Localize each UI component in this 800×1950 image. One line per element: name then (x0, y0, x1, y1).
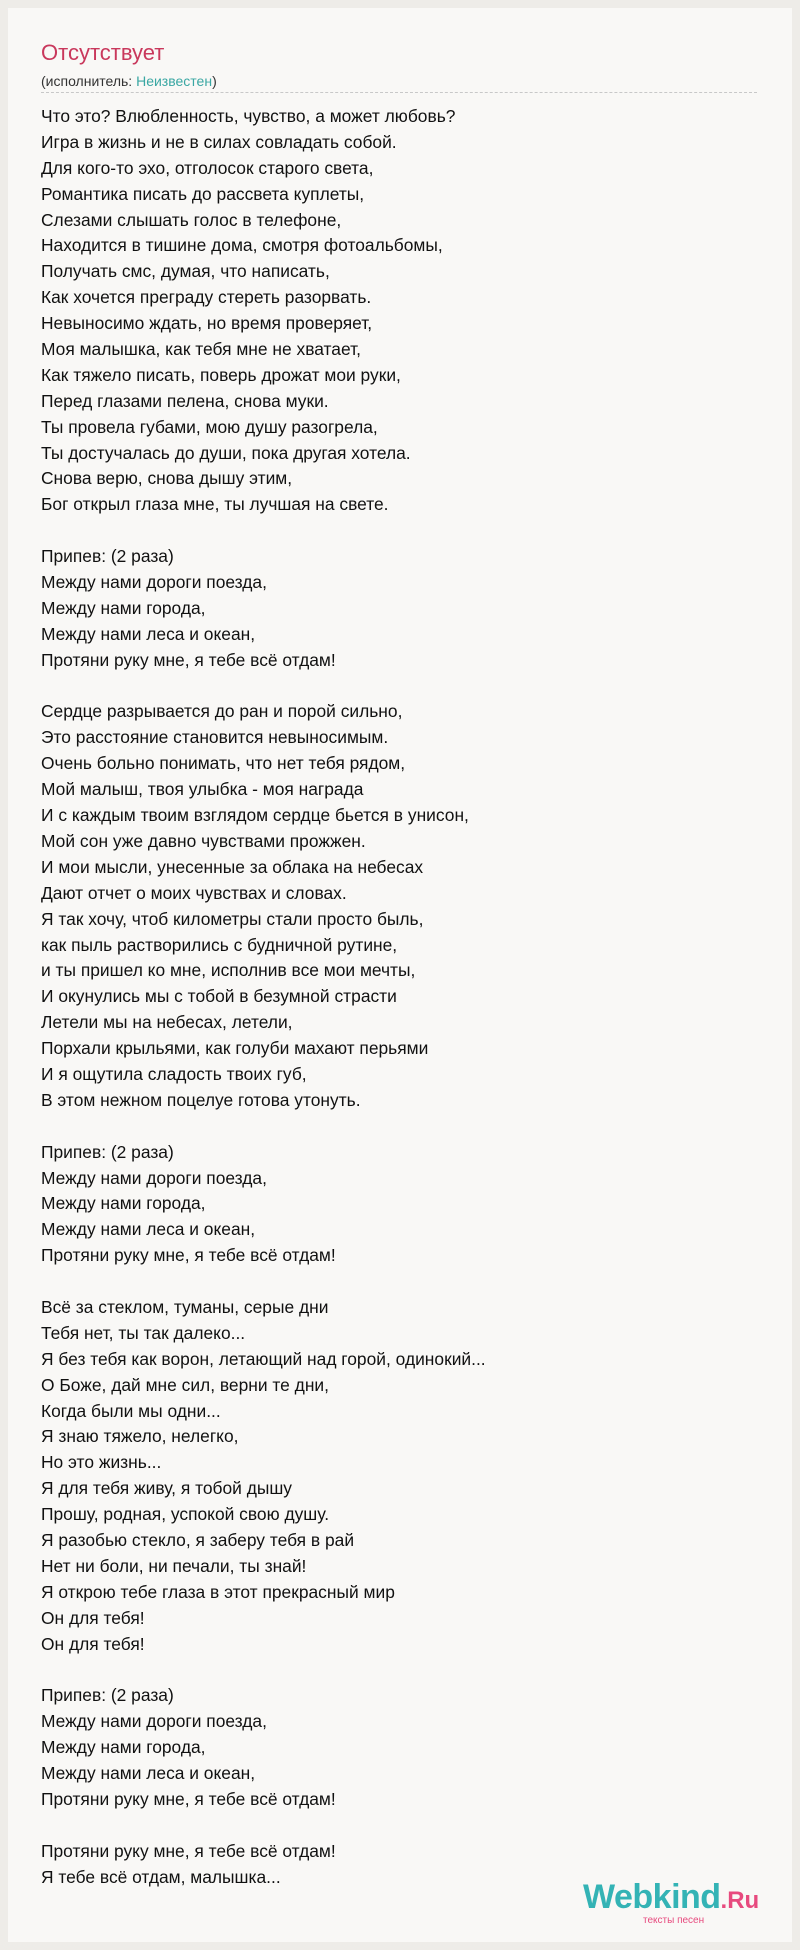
lyrics-body (41, 104, 741, 1890)
lyric-line: как пыль растворились с будничной рутине, (41, 934, 398, 955)
lyric-line: Бог открыл глаза мне, ты лучшая на свете. (41, 494, 389, 515)
lyric-line: Находится в тишине дома, смотря фотоальбомы, (41, 235, 443, 256)
stanza-break (41, 518, 741, 544)
lyric-line: Всё за стеклом, туманы, серые дни (41, 1296, 329, 1317)
lyric-line: Между нами дороги поезда, (41, 1167, 267, 1188)
lyric-line: Между нами города, (41, 597, 206, 618)
lyric-line: Между нами леса и океан, (41, 1763, 256, 1783)
lyric-line: Он для тебя! (41, 1633, 145, 1654)
stanza-break (41, 1269, 741, 1295)
lyric-line: Это расстояние становится невыносимым. (41, 727, 389, 748)
lyric-line: И окунулись мы с тобой в безумной страсти (41, 986, 397, 1007)
lyric-line: Между нами города, (41, 1737, 206, 1758)
lyric-line: Мой сон уже давно чувствами прожжен. (41, 830, 366, 851)
lyric-line: Я без тебя как ворон, летающий над горой, одинокий... (41, 1348, 486, 1369)
lyric-line: Я для тебя живу, я тобой дышу (41, 1478, 292, 1499)
logo-tld: .Ru (720, 1887, 760, 1914)
lyric-line: Протяни руку мне, я тебе всё отдам! (41, 649, 336, 670)
divider (41, 92, 757, 93)
logo-wordmark (583, 1880, 759, 1914)
lyric-line: Но это жизнь... (41, 1452, 162, 1473)
lyric-line: Я так хочу, чтоб километры стали просто быль, (41, 908, 424, 929)
lyric-line: Протяни руку мне, я тебе всё отдам! (41, 1788, 336, 1809)
lyric-line: Между нами дороги поезда, (41, 572, 267, 593)
lyric-line: И с каждым твоим взглядом сердце бьется в унисон, (41, 805, 469, 826)
lyric-line: Моя малышка, как тебя мне не хватает, (41, 339, 361, 360)
lyric-line: Для кого-то эхо, отголосок старого света, (41, 157, 374, 178)
artist-prefix: (исполнитель: (41, 73, 137, 89)
lyric-line: Когда были мы одни... (41, 1400, 221, 1421)
lyric-line: Игра в жизнь и не в силах совладать собой. (41, 131, 397, 152)
lyric-line: Я открою тебе глаза в этот прекрасный мир (41, 1581, 395, 1602)
lyric-line: Между нами леса и океан, (41, 1219, 256, 1240)
lyric-line: В этом нежном поцелуе готова утонуть. (41, 1089, 361, 1110)
lyric-line: Сердце разрывается до ран и порой сильно, (41, 701, 403, 722)
lyric-line: Ты достучалась до души, пока другая хотела. (41, 442, 411, 463)
lyric-line: Перед глазами пелена, снова муки. (41, 390, 329, 411)
lyric-line: Припев: (2 раза) (41, 1685, 174, 1706)
lyric-line: Как тяжело писать, поверь дрожат мои руки, (41, 364, 401, 385)
lyric-line: Протяни руку мне, я тебе всё отдам! (41, 1840, 336, 1861)
stanza-break (41, 674, 741, 700)
lyric-line: Что это? Влюбленность, чувство, а может любовь? (41, 106, 456, 126)
lyric-line: Я разобью стекло, я заберу тебя в рай (41, 1529, 355, 1550)
site-logo[interactable] (583, 1880, 773, 1930)
lyric-line: Он для тебя! (41, 1607, 145, 1628)
lyric-line: Припев: (2 раза) (41, 546, 174, 567)
lyric-line: Между нами дороги поезда, (41, 1711, 267, 1732)
lyric-line: Романтика писать до рассвета куплеты, (41, 183, 365, 204)
lyric-line: Я знаю тяжело, нелегко, (41, 1426, 239, 1447)
lyric-line: Протяни руку мне, я тебе всё отдам! (41, 1245, 336, 1266)
artist-link[interactable]: Неизвестен (136, 73, 213, 89)
artist-line (41, 73, 217, 90)
lyric-line: Как хочется преграду стереть разорвать. (41, 287, 372, 308)
lyric-line: Я тебе всё отдам, малышка... (41, 1866, 281, 1887)
stanza-break (41, 1813, 741, 1839)
logo-tagline: тексты песен (643, 1915, 705, 1926)
lyric-line: Порхали крыльями, как голуби махают перьями (41, 1038, 429, 1059)
artist-suffix: ) (212, 73, 217, 89)
lyric-line: Дают отчет о моих чувствах и словах. (41, 882, 347, 903)
lyric-line: Получать смс, думая, что написать, (41, 261, 330, 282)
lyric-line: Слезами слышать голос в телефоне, (41, 209, 342, 230)
lyric-line: Ты провела губами, мою душу разогрела, (41, 416, 378, 437)
lyric-line: Снова верю, снова дышу этим, (41, 468, 293, 489)
lyric-line: И я ощутила сладость твоих губ, (41, 1063, 307, 1084)
lyric-line: Тебя нет, ты так далеко... (41, 1322, 246, 1343)
logo-name: Webkind (583, 1878, 721, 1916)
stanza-break (41, 1114, 741, 1140)
lyric-line: Между нами города, (41, 1193, 206, 1214)
lyric-line: И мои мысли, унесенные за облака на небесах (41, 856, 424, 877)
lyric-line: Мой малыш, твоя улыбка - моя награда (41, 779, 364, 800)
lyric-line: Невыносимо ждать, но время проверяет, (41, 313, 373, 334)
stanza-break (41, 1657, 741, 1683)
lyric-line: Прошу, родная, успокой свою душу. (41, 1504, 330, 1525)
lyric-line: и ты пришел ко мне, исполнив все мои мечты, (41, 960, 416, 981)
lyric-line: Нет ни боли, ни печали, ты знай! (41, 1555, 307, 1576)
lyric-line: Припев: (2 раза) (41, 1141, 174, 1162)
lyric-line: О Боже, дай мне сил, верни те дни, (41, 1374, 329, 1395)
lyric-line: Очень больно понимать, что нет тебя рядом, (41, 753, 406, 774)
song-title: Отсутствует (41, 40, 165, 65)
lyric-line: Между нами леса и океан, (41, 623, 256, 644)
lyric-line: Летели мы на небесах, летели, (41, 1012, 293, 1033)
